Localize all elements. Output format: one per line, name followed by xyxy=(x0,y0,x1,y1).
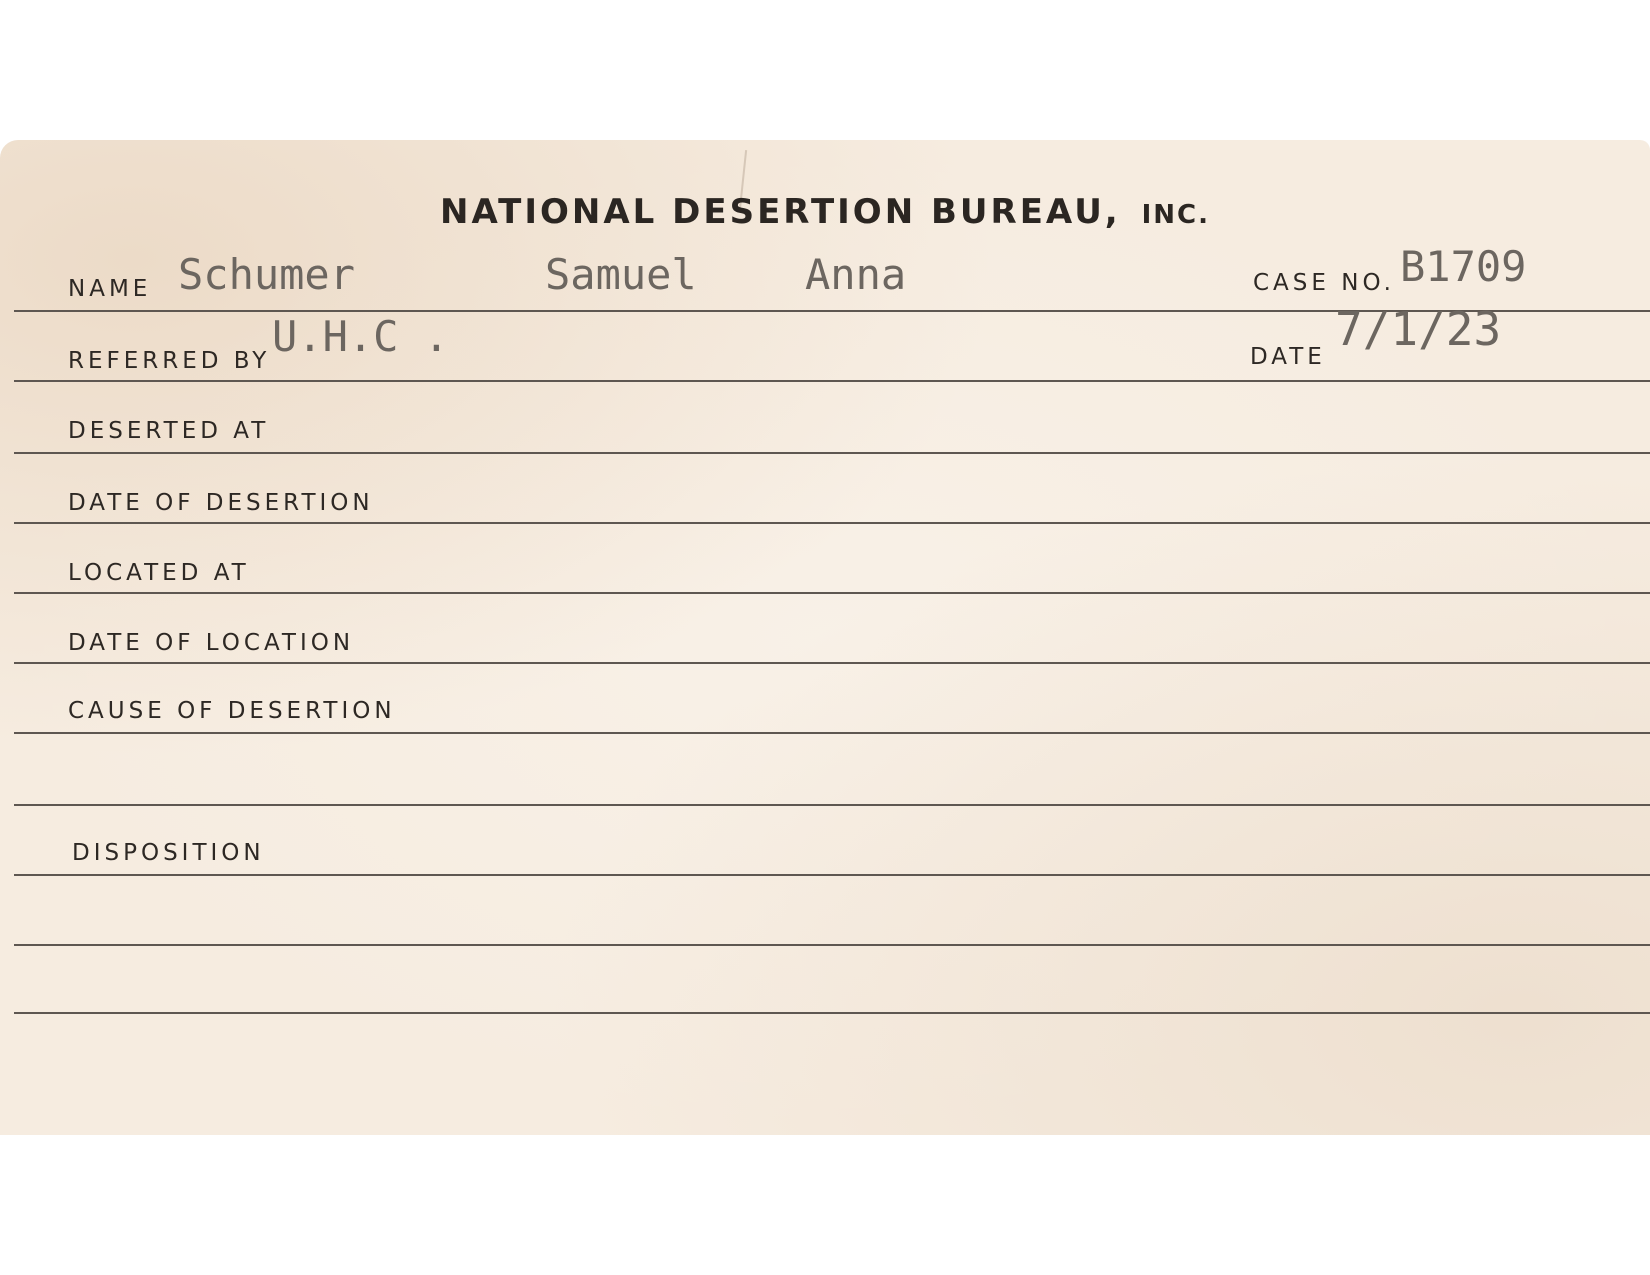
date-of-desertion-rule xyxy=(14,522,1650,524)
deserted-at-label: DESERTED AT xyxy=(68,418,270,444)
disposition-rule xyxy=(14,874,1650,876)
date-of-location-rule xyxy=(14,662,1650,664)
card-heading-suffix: INC. xyxy=(1141,200,1210,230)
card-heading-text: NATIONAL DESERTION BUREAU, xyxy=(440,192,1121,232)
cause-of-desertion-rule xyxy=(14,732,1650,734)
disposition-rule-2 xyxy=(14,944,1650,946)
index-card xyxy=(0,140,1650,1135)
name-last-value: Schumer xyxy=(178,250,356,299)
referred-by-label: REFERRED BY xyxy=(68,348,271,374)
cause-of-desertion-rule-2 xyxy=(14,804,1650,806)
date-value: 7/1/23 xyxy=(1335,302,1502,356)
deserted-at-rule xyxy=(14,452,1650,454)
referred-by-rule xyxy=(14,380,1650,382)
date-of-desertion-label: DATE OF DESERTION xyxy=(68,490,374,516)
name-other-value: Anna xyxy=(805,250,907,299)
date-of-location-label: DATE OF LOCATION xyxy=(68,630,355,656)
name-label: NAME xyxy=(68,276,152,302)
disposition-rule-3 xyxy=(14,1012,1650,1014)
disposition-label: DISPOSITION xyxy=(72,840,265,866)
case-no-value: B1709 xyxy=(1400,242,1527,291)
name-first-value: Samuel xyxy=(545,250,697,299)
card-heading xyxy=(0,192,1650,232)
date-label: DATE xyxy=(1250,344,1326,370)
located-at-label: LOCATED AT xyxy=(68,560,250,586)
located-at-rule xyxy=(14,592,1650,594)
cause-of-desertion-label: CAUSE OF DESERTION xyxy=(68,698,396,724)
referred-by-value: U.H.C . xyxy=(272,312,450,361)
case-no-label: CASE NO. xyxy=(1253,270,1395,296)
